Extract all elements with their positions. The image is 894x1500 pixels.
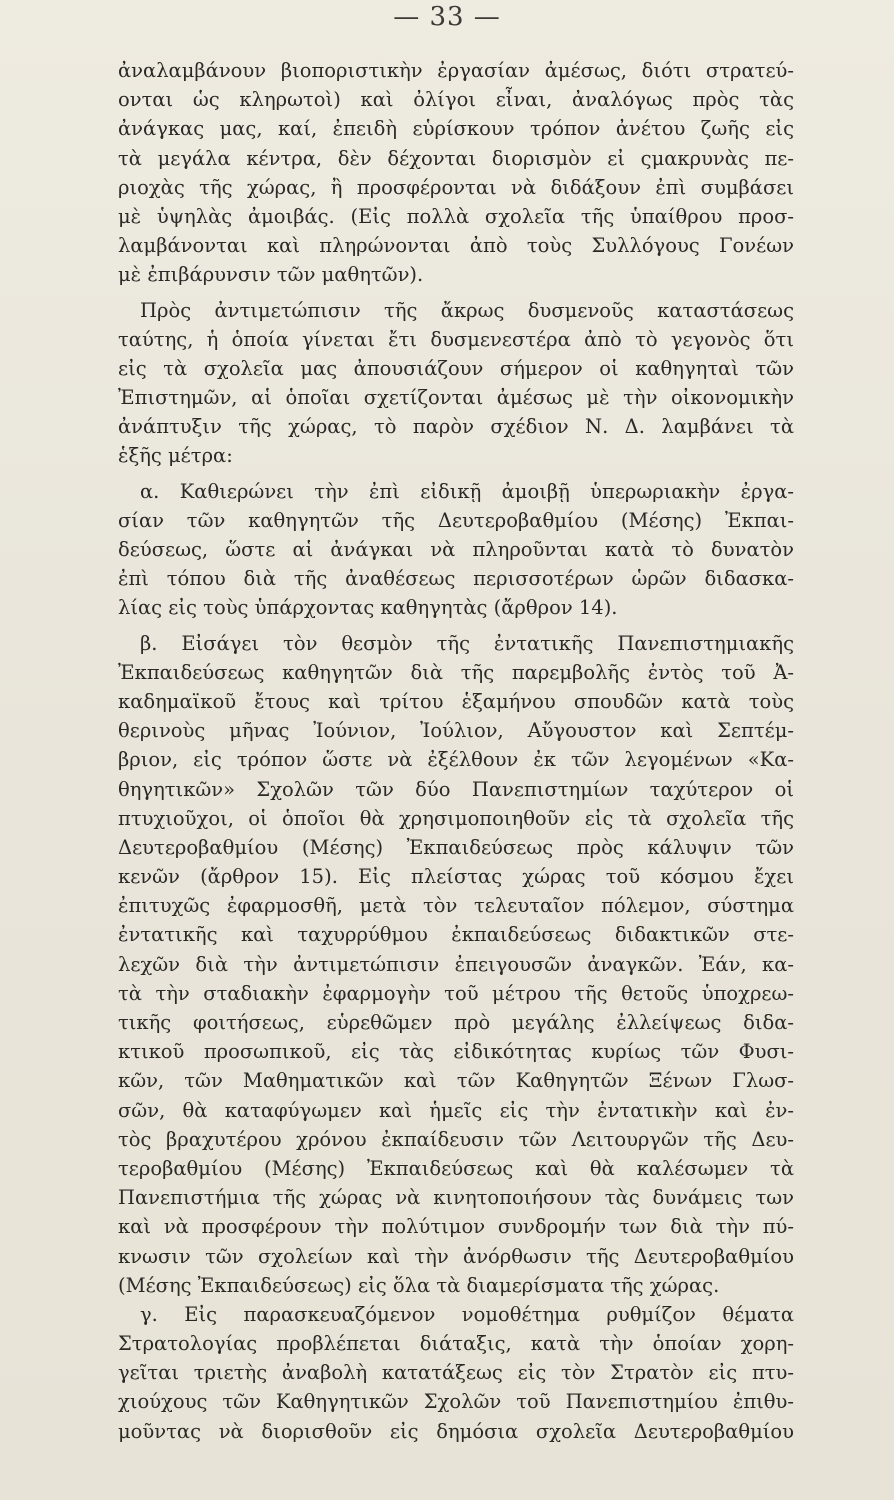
text-line: Δευτεροβαθμίου (Μέσης) Ἐκπαιδεύσεως πρὸς κάλυψιν τῶν [118, 835, 794, 859]
text-line: δεύσεως, ὥστε αἱ ἀνάγκαι νὰ πληροῦνται κατὰ τὸ δυνατὸν [118, 538, 794, 561]
text-line: καδημαϊκοῦ ἔτους καὶ τρίτου ἑξαμήνου σπουδῶν κατὰ τοὺς [118, 689, 794, 713]
text-line: ονται ὡς κληρωτοὶ) καὶ ὀλίγοι εἶναι, ἀναλόγως πρὸς τὰς [118, 88, 794, 112]
text-line: Ἐπιστημῶν, αἱ ὁποῖαι σχετίζονται ἀμέσως μὲ τὴν οἰκονομικὴν [118, 386, 794, 410]
text-line: τεροβαθμίου (Μέσης) Ἐκπαιδεύσεως καὶ θὰ καλέσωμεν τὰ [118, 1156, 794, 1180]
text-line: τικῆς φοιτήσεως, εὑρεθῶμεν πρὸ μεγάλης ἐλλείψεως διδα- [118, 1011, 794, 1034]
text-line: κενῶν (ἄρθρον 15). Εἰς πλείστας χώρας τοῦ κόσμου ἔχει [118, 865, 794, 889]
text-line: χιούχους τῶν Καθηγητικῶν Σχολῶν τοῦ Πανεπιστημίου ἐπιθυ- [118, 1390, 794, 1414]
text-line: γεῖται τριετὴς ἀναβολὴ κατατάξεως εἰς τὸν Στρατὸν εἰς πτυ- [118, 1361, 794, 1385]
body-text [118, 56, 794, 1446]
text-line: σῶν, θὰ καταφύγωμεν καὶ ἡμεῖς εἰς τὴν ἐντατικὴν καὶ ἐν- [118, 1098, 794, 1122]
text-line: τὰ μεγάλα κέντρα, δὲν δέχονται διορισμὸν εἰ ςμακρυνὰς πε- [118, 146, 794, 170]
text-line: ἐντατικῆς καὶ ταχυρρύθμου ἐκπαιδεύσεως διδακτικῶν στε- [118, 923, 794, 947]
text-line: κῶν, τῶν Μαθηματικῶν καὶ τῶν Καθηγητῶν Ξένων Γλωσ- [118, 1069, 794, 1093]
text-line: κνωσιν τῶν σχολείων καὶ τὴν ἀνόρθωσιν τῆς Δευτεροβαθμίου [118, 1244, 794, 1268]
paragraph-5 [118, 1300, 794, 1446]
page-number: — 33 — [393, 2, 501, 32]
text-line: τὸς βραχυτέρου χρόνου ἐκπαίδευσιν τῶν Λειτουργῶν τῆς Δευ- [118, 1127, 794, 1151]
paragraph-2 [118, 296, 794, 471]
text-line: β. Εἰσάγει τὸν θεσμὸν τῆς ἐντατικῆς Πανεπιστημιακῆς [140, 631, 794, 655]
text-line: τὰ τὴν σταδιακὴν ἐφαρμογὴν τοῦ μέτρου τῆς θετοῦς ὑποχρεω- [118, 981, 794, 1005]
text-line: εἰς τὰ σχολεῖα μας ἀπουσιάζουν σήμερον οἱ καθηγηταὶ τῶν [118, 356, 794, 380]
text-line: σίαν τῶν καθηγητῶν τῆς Δευτεροβαθμίου (Μέσης) Ἐκπαι- [118, 508, 794, 532]
text-line: θερινοὺς μῆνας Ἰούνιον, Ἰούλιον, Αὔγουστον καὶ Σεπτέμ- [118, 719, 794, 743]
text-line: καὶ νὰ προσφέρουν τὴν πολύτιμον συνδρομήν των διὰ τὴν πύ- [118, 1215, 794, 1239]
text-line: μὲ ἐπιβάρυνσιν τῶν μαθητῶν). [118, 263, 424, 287]
text-line: ἐπὶ τόπου διὰ τῆς ἀναθέσεως περισσοτέρων ὡρῶν διδασκα- [118, 567, 794, 591]
text-line: ἀναλαμβάνουν βιοποριστικὴν ἐργασίαν ἀμέσως, διότι στρατεύ- [118, 59, 794, 82]
text-line: Πανεπιστήμια τῆς χώρας νὰ κινητοποιήσουν τὰς δυνάμεις των [118, 1186, 794, 1210]
text-line: ριοχὰς τῆς χώρας, ἢ προσφέρονται νὰ διδάξουν ἐπὶ συμβάσει [118, 175, 794, 199]
text-line: μοῦντας νὰ διορισθοῦν εἰς δημόσια σχολεῖα Δευτεροβαθμίου [118, 1419, 794, 1443]
text-line: πτυχιοῦχοι, οἱ ὁποῖοι θὰ χρησιμοποιηθοῦν εἰς τὰ σχολεῖα τῆς [118, 806, 794, 830]
text-line: βριον, εἰς τρόπον ὥστε νὰ ἐξέλθουν ἐκ τῶν λεγομένων «Κα- [118, 748, 794, 772]
text-line: Ἐκπαιδεύσεως καθηγητῶν διὰ τῆς παρεμβολῆς ἐντὸς τοῦ Ἀ- [118, 660, 794, 684]
text-line: ἀνάγκας μας, καί, ἐπειδὴ εὑρίσκουν τρόπον ἀνέτου ζωῆς εἰς [118, 117, 794, 141]
text-line: θηγητικῶν» Σχολῶν τῶν δύο Πανεπιστημίων ταχύτερον οἱ [118, 777, 794, 801]
paragraph-3 [118, 477, 794, 623]
paragraph-4 [118, 629, 794, 1300]
text-line: λίας εἰς τοὺς ὑπάρχοντας καθηγητὰς (ἄρθρον 14). [118, 596, 618, 620]
text-line: Πρὸς ἀντιμετώπισιν τῆς ἄκρως δυσμενοῦς καταστάσεως [140, 298, 794, 322]
text-line: α. Καθιερώνει τὴν ἐπὶ εἰδικῇ ἀμοιβῇ ὑπερωριακὴν ἐργα- [140, 479, 794, 503]
text-line: λεχῶν διὰ τὴν ἀντιμετώπισιν ἐπειγουσῶν ἀναγκῶν. Ἐάν, κα- [118, 952, 794, 976]
text-line: μὲ ὑψηλὰς ἀμοιβάς. (Εἰς πολλὰ σχολεῖα τῆς ὑπαίθρου προσ- [118, 204, 794, 228]
paragraph-1 [118, 56, 794, 290]
text-line: λαμβάνονται καὶ πληρώνονται ἀπὸ τοὺς Συλλόγους Γονέων [118, 234, 794, 258]
text-line: ἀνάπτυξιν τῆς χώρας, τὸ παρὸν σχέδιον Ν. Δ. λαμβάνει τὰ [118, 415, 794, 439]
text-line: γ. Εἰς παρασκευαζόμενον νομοθέτημα ρυθμίζον θέματα [140, 1302, 794, 1326]
text-line: ταύτης, ἡ ὁποία γίνεται ἔτι δυσμενεστέρα ἀπὸ τὸ γεγονὸς ὅτι [118, 327, 794, 351]
text-line: Στρατολογίας προβλέπεται διάταξις, κατὰ τὴν ὁποίαν χορη- [118, 1332, 794, 1356]
text-line: (Μέσης Ἐκπαιδεύσεως) εἰς ὅλα τὰ διαμερίσματα τῆς χώρας. [118, 1273, 720, 1297]
text-line: ἐπιτυχῶς ἐφαρμοσθῆ, μετὰ τὸν τελευταῖον πόλεμον, σύστημα [118, 894, 794, 918]
text-line: ἑξῆς μέτρα: [118, 444, 233, 468]
text-line: κτικοῦ προσωπικοῦ, εἰς τὰς εἰδικότητας κυρίως τῶν Φυσι- [118, 1040, 794, 1064]
